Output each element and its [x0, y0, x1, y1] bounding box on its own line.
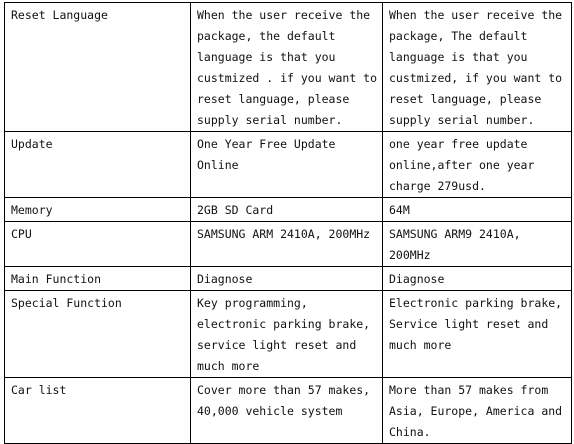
product-a-value: SAMSUNG ARM 2410A, 200MHz [197, 227, 371, 241]
product-b-cell [383, 132, 572, 198]
product-b-cell [383, 222, 572, 267]
feature-label: Reset Language [11, 8, 108, 22]
product-b-cell [383, 291, 572, 378]
table-row-main-function [5, 267, 572, 291]
product-a-cell [191, 291, 383, 378]
product-b-cell [383, 378, 572, 444]
product-a-value: One Year Free Update Online [197, 137, 336, 172]
feature-cell [5, 222, 191, 267]
feature-label: Car list [11, 383, 67, 397]
product-a-value: 2GB SD Card [197, 203, 274, 217]
table-row-cpu [5, 222, 572, 267]
feature-cell [5, 198, 191, 222]
product-b-cell [383, 267, 572, 291]
feature-cell [5, 291, 191, 378]
product-b-value: When the user receive the package, The default language is that you custmized, if you want to reset language, please supply serial number. [389, 8, 563, 127]
product-b-value: 64M [389, 203, 410, 217]
comparison-table [4, 2, 572, 444]
product-a-value: Diagnose [197, 272, 253, 286]
feature-cell [5, 378, 191, 444]
feature-label: Main Function [11, 272, 102, 286]
product-a-value: When the user receive the package, the default language is that you custmized . if you want to reset language, please supply serial number. [197, 8, 378, 127]
product-a-cell [191, 198, 383, 222]
product-b-value: one year free update online,after one year charge 279usd. [389, 137, 535, 193]
product-b-value: Diagnose [389, 272, 445, 286]
product-a-cell [191, 132, 383, 198]
product-b-cell [383, 198, 572, 222]
table-row-car-list [5, 378, 572, 444]
product-b-cell [383, 3, 572, 132]
feature-cell [5, 3, 191, 132]
feature-cell [5, 267, 191, 291]
table-row-reset-language [5, 3, 572, 132]
comparison-table-body [5, 3, 572, 444]
feature-cell [5, 132, 191, 198]
product-b-value: More than 57 makes from Asia, Europe, America and China. [389, 383, 563, 439]
product-b-value: SAMSUNG ARM9 2410A, 200MHz [389, 227, 521, 262]
feature-label: Memory [11, 203, 53, 217]
feature-label: Update [11, 137, 53, 151]
feature-label: CPU [11, 227, 32, 241]
product-a-value: Key programming, electronic parking brake, service light reset and much more [197, 296, 371, 373]
table-row-memory [5, 198, 572, 222]
product-a-cell [191, 378, 383, 444]
feature-label: Special Function [11, 296, 122, 310]
table-row-special-function [5, 291, 572, 378]
table-row-update [5, 132, 572, 198]
product-a-value: Cover more than 57 makes, 40,000 vehicle system [197, 383, 371, 418]
product-a-cell [191, 267, 383, 291]
product-a-cell [191, 3, 383, 132]
product-a-cell [191, 222, 383, 267]
product-b-value: Electronic parking brake, Service light reset and much more [389, 296, 563, 352]
